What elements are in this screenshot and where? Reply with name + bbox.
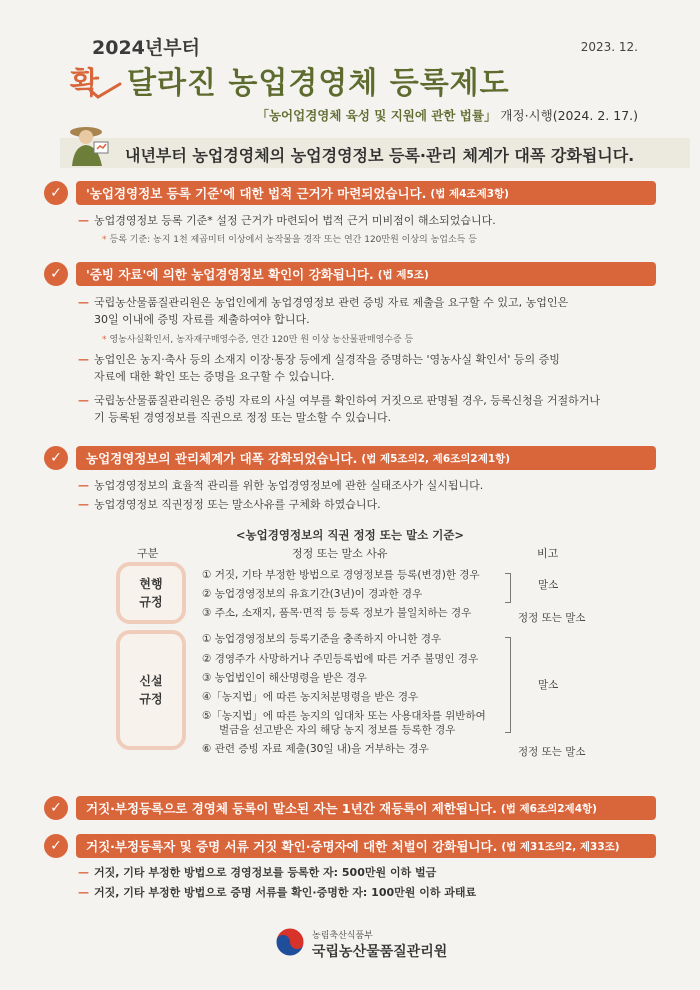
dash-icon: — bbox=[78, 353, 89, 366]
table-title: <농업경영정보의 직권 정정 또는 말소 기준> bbox=[235, 528, 465, 542]
table-row: ① 농업경영정보의 등록기준을 충족하지 아니한 경우 bbox=[202, 633, 442, 645]
table-brace bbox=[505, 637, 511, 733]
section-5-header bbox=[44, 831, 656, 861]
table-group-current: 현행 규정 bbox=[116, 562, 186, 624]
section-2-bullet-1: — 국립농산물품질관리원은 농업인에게 농업경영정보 관련 증빙 자료 제출을 요구할 수 있고, 농업인은 30일 이내에 증빙 자료를 제출하여야 합니다. bbox=[78, 296, 569, 326]
title-accent: 확 bbox=[70, 58, 99, 102]
government-emblem-icon bbox=[274, 926, 306, 958]
ministry-name: 농림축산식품부 bbox=[312, 931, 373, 941]
section-3-bar: 농업경영정보의 관리체계가 대폭 강화되었습니다. (법 제5조의2, 제6조의2제1항) bbox=[76, 446, 656, 470]
table-header-reason: 정정 또는 말소 사유 bbox=[292, 547, 388, 560]
section-5-bar: 거짓·부정등록자 및 증명 서류 거짓 확인·증명자에 대한 처벌이 강화됩니다. (법 제31조의2, 제33조) bbox=[76, 834, 656, 858]
table-row: ② 농업경영정보의 유효기간(3년)이 경과한 경우 bbox=[202, 588, 423, 600]
check-icon: ✓ bbox=[44, 446, 68, 470]
table-row: ⑥ 관련 증빙 자료 제출(30일 내)을 거부하는 경우 bbox=[202, 743, 429, 755]
table-brace bbox=[505, 573, 511, 603]
dash-icon: — bbox=[78, 886, 89, 899]
section-2-bar: '증빙 자료'에 의한 농업경영정보 확인이 강화됩니다. (법 제5조) bbox=[76, 262, 656, 286]
table-remark: 정정 또는 말소 bbox=[518, 746, 586, 758]
headline: 내년부터 농업경영체의 농업경영정보 등록·관리 체계가 대폭 강화됩니다. bbox=[125, 146, 635, 165]
table-header-remark: 비고 bbox=[537, 547, 559, 560]
section-5-bullet-1: — 거짓, 기타 부정한 방법으로 경영정보를 등록한 자: 500만원 이하 벌금 bbox=[78, 866, 437, 879]
dash-icon: — bbox=[78, 866, 89, 879]
table-remark: 말소 bbox=[538, 679, 559, 691]
dash-icon: — bbox=[78, 394, 89, 407]
table-group-new: 신설 규정 bbox=[116, 630, 186, 750]
table-remark: 정정 또는 말소 bbox=[518, 612, 586, 624]
title-main: 달라진 농업경영체 등록제도 bbox=[126, 66, 510, 101]
table-header-category: 구분 bbox=[137, 547, 159, 560]
table-row: ① 거짓, 기타 부정한 방법으로 경영정보를 등록(변경)한 경우 bbox=[202, 569, 480, 581]
section-1-bar: '농업경영정보 등록 기준'에 대한 법적 근거가 마련되었습니다. (법 제4조제3항) bbox=[76, 181, 656, 205]
section-2-bullet-2: — 농업인은 농지·축사 등의 소재지 이장·통장 등에게 실경작을 증명하는 '영농사실 확인서' 등의 증빙 자료에 대한 확인 또는 증명을 요구할 수 있습니다. bbox=[78, 353, 560, 383]
section-4-header bbox=[44, 793, 656, 823]
section-3-bullet-1: — 농업경영정보의 효율적 관리를 위한 농업경영정보에 관한 실태조사가 실시됩니다. bbox=[78, 479, 484, 492]
table-row: ③ 농업법인이 해산명령을 받은 경우 bbox=[202, 672, 367, 684]
table-row: ③ 주소, 소재지, 품목·면적 등 등록 정보가 불일치하는 경우 bbox=[202, 607, 472, 619]
pre-title: 2024년부터 bbox=[92, 37, 200, 59]
section-5-bullet-2: — 거짓, 기타 부정한 방법으로 증명 서류를 확인·증명한 자: 100만원 이하 과태료 bbox=[78, 886, 477, 899]
section-4-bar: 거짓·부정등록으로 경영체 등록이 말소된 자는 1년간 재등록이 제한됩니다. (법 제6조의2제4항) bbox=[76, 796, 656, 820]
section-3-bullet-2: — 농업경영정보 직권정정 또는 말소사유를 구체화 하였습니다. bbox=[78, 498, 381, 511]
section-2-bullet-3: — 국립농산물품질관리원은 증빙 자료의 사실 여부를 확인하여 거짓으로 판명될 경우, 등록신청을 거절하거나 기 등록된 경영정보를 직권으로 정정 또는 말소할 수 있습니다. bbox=[78, 394, 601, 424]
section-1-bullet-1: — 농업경영정보 등록 기준* 설정 근거가 마련되어 법적 근거 미비점이 해소되었습니다. bbox=[78, 214, 496, 227]
table-row: ⑤「농지법」에 따른 농지의 임대차 또는 사용대차를 위반하여 bbox=[202, 710, 486, 722]
dash-icon: — bbox=[78, 296, 89, 309]
check-icon: ✓ bbox=[44, 181, 68, 205]
law-reference: 「농어업경영체 육성 및 지원에 관한 법률」 개정·시행(2024. 2. 17.) bbox=[256, 108, 638, 123]
table-remark: 말소 bbox=[538, 579, 559, 591]
check-icon: ✓ bbox=[44, 796, 68, 820]
section-2-header bbox=[44, 259, 656, 289]
check-icon: ✓ bbox=[44, 834, 68, 858]
agency-name: 국립농산물품질관리원 bbox=[312, 944, 448, 960]
issue-date: 2023. 12. bbox=[580, 40, 638, 54]
table-row: ② 경영주가 사망하거나 주민등록법에 따른 거주 불명인 경우 bbox=[202, 653, 479, 665]
section-1-note: * 등록 기준: 농지 1천 제곱미터 이상에서 농작물을 경작 또는 연간 120만원 이상의 농업소득 등 bbox=[102, 235, 477, 245]
table-row-continued: 벌금을 선고받은 자의 해당 농지 정보를 등록한 경우 bbox=[219, 724, 456, 736]
dash-icon: — bbox=[78, 479, 89, 492]
section-3-header bbox=[44, 443, 656, 473]
dash-icon: — bbox=[78, 498, 89, 511]
section-1-header bbox=[44, 178, 656, 208]
check-swoosh-icon bbox=[88, 82, 122, 100]
farmer-illustration-icon bbox=[64, 120, 116, 168]
dash-icon: — bbox=[78, 214, 89, 227]
section-2-note: * 영농사실확인서, 농자재구매영수증, 연간 120만 원 이상 농산물판매영수증 등 bbox=[102, 335, 414, 345]
check-icon: ✓ bbox=[44, 262, 68, 286]
page-title bbox=[70, 58, 510, 102]
table-row: ④「농지법」에 따른 농지처분명령을 받은 경우 bbox=[202, 691, 419, 703]
